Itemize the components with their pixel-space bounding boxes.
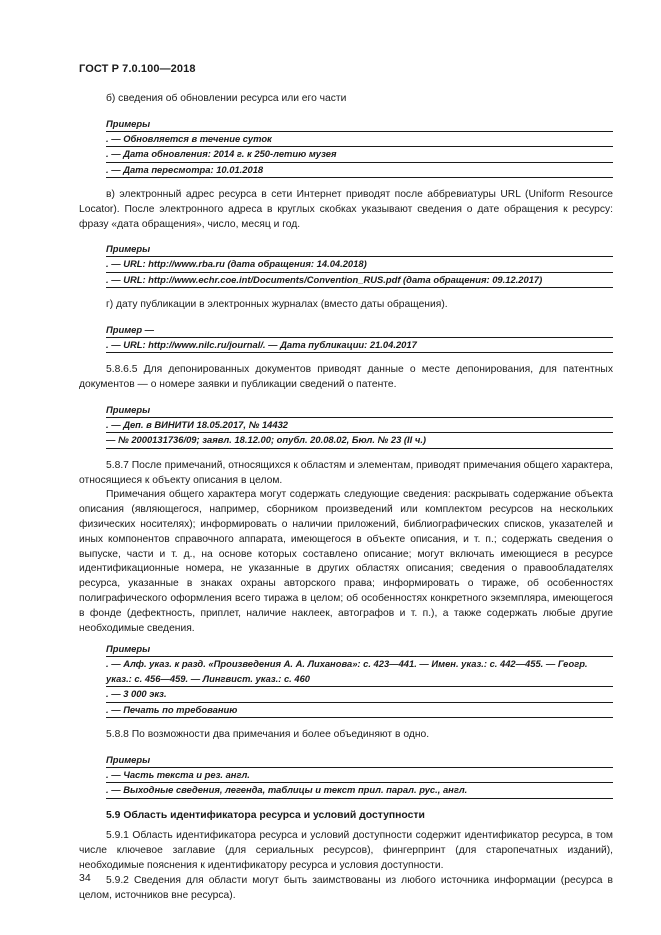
paragraph-b: б) сведения об обновлении ресурса или его части: [106, 93, 347, 104]
example-line: . — URL: http://www.rba.ru (дата обращения: 14.04.2018): [106, 258, 367, 270]
example-line: . — Обновляется в течение суток: [106, 132, 272, 144]
paragraph-g: г) дату публикации в электронных журналах (вместо даты обращения).: [106, 299, 448, 311]
section-heading-5-9: 5.9 Область идентификатора ресурса и условий доступности: [106, 809, 425, 821]
paragraph-5-8-8: 5.8.8 По возможности два примечания и более объединяют в одно.: [106, 729, 430, 741]
paragraph-5-9-1: 5.9.1 Область идентификатора ресурса и условий доступности содержит идентификатор ресурса, в том числе ключевое заглавие (для сериальных ресурсов), фингерпринт (для старопечатных изданий), необходимые пояснения к идентификатору ресурса и условия доступности.: [79, 830, 613, 872]
example-line: . — Часть текста и рез. англ.: [106, 768, 250, 780]
examples-heading-1: Примеры: [106, 117, 151, 129]
page-number: 34: [79, 872, 91, 884]
paragraph-v: в) электронный адрес ресурса в сети Интернет приводят после аббревиатуры URL (Uniform Resource Locator). После электронного адреса в круглых скобках указывают сведения о дате обращения к ресурсу: фразу «дата обращения», число, месяц и год.: [79, 189, 613, 230]
examples-list-2: [106, 256, 613, 288]
example-line: . — URL: http://www.echr.coe.int/Documents/Convention_RUS.pdf (дата обращения: 09.12.2017): [106, 272, 613, 287]
paragraph-5-8-7-notes: Примечания общего характера могут содержать следующие сведения: раскрывать содержание объекта описания (являющегося, например, сборником произведений или комплектом ресурсов на нескольких физических носителях); информировать о наличии приложений, библиографических списков, указателей и иных компонентов справочного аппарата, имеющегося в объекте описания, и т. п.; содержать сведения о выпуске, части и т. д., на основе которых составлено описание; могут включать имеющиеся в ресурсе идентификационные номера, не указанные в других областях описания; сведения о правообладателях ресурса, указанные в знаках охраны авторского права; информировать о тираже, об особенностях полиграфического оформления всего тиража в целом; об особенностях конкретного экземпляра, имеющегося в фонде (дефектность, приплет, наличие наклеек, автографов и т. п.), а также содержать любые другие необходимые сведения.: [79, 489, 613, 634]
document-header: ГОСТ Р 7.0.100—2018: [79, 63, 196, 75]
example-line: . — Дата пересмотра: 10.01.2018: [106, 162, 613, 177]
example-line: . — Печать по требованию: [106, 702, 613, 717]
paragraph-5-8-7: 5.8.7 После примечаний, относящихся к областям и элементам, приводят примечания общего характера, относящиеся к объекту описания в целом.: [79, 459, 613, 486]
examples-heading-5: Примеры: [106, 643, 151, 655]
example-line: . — Деп. в ВИНИТИ 18.05.2017, № 14432: [106, 419, 289, 431]
examples-list-3: [106, 337, 613, 353]
example-line: . — URL: http://www.nilc.ru/journal/. — Дата публикации: 21.04.2017: [106, 339, 417, 351]
examples-heading-2: Примеры: [106, 243, 151, 255]
page-body: [79, 92, 613, 903]
example-heading-3: Пример —: [106, 324, 155, 336]
example-line: . — Дата обновления: 2014 г. к 250-летию музея: [106, 146, 613, 161]
paragraph-5-8-6-5: 5.8.6.5 Для депонированных документов приводят данные о месте депонирования, для патентных документов — о номере заявки и публикации сведений о патенте.: [79, 364, 613, 391]
examples-heading-6: Примеры: [106, 753, 151, 765]
example-line: . — Выходные сведения, легенда, таблицы и текст прил. парал. рус., англ.: [106, 782, 613, 797]
example-line: . — Алф. указ. к разд. «Произведения А. А. Лиханова»: с. 423—441. — Имен. указ.: с. 442—455. — Геогр. указ.: с. 456—459. — Лингвист. указ.: с. 460: [106, 658, 588, 684]
examples-heading-4: Примеры: [106, 404, 151, 416]
paragraph-5-9-2: 5.9.2 Сведения для области могут быть заимствованы из любого источника информации (ресурса в целом, источников вне ресурса).: [79, 874, 613, 901]
example-line: — № 2000131736/09; заявл. 18.12.00; опубл. 20.08.02, Бюл. № 23 (II ч.): [106, 432, 613, 447]
examples-list-6: [106, 767, 613, 799]
examples-list-1: [106, 131, 613, 178]
examples-list-5: [106, 656, 613, 718]
examples-list-4: [106, 417, 613, 449]
example-line: . — 3 000 экз.: [106, 686, 613, 701]
